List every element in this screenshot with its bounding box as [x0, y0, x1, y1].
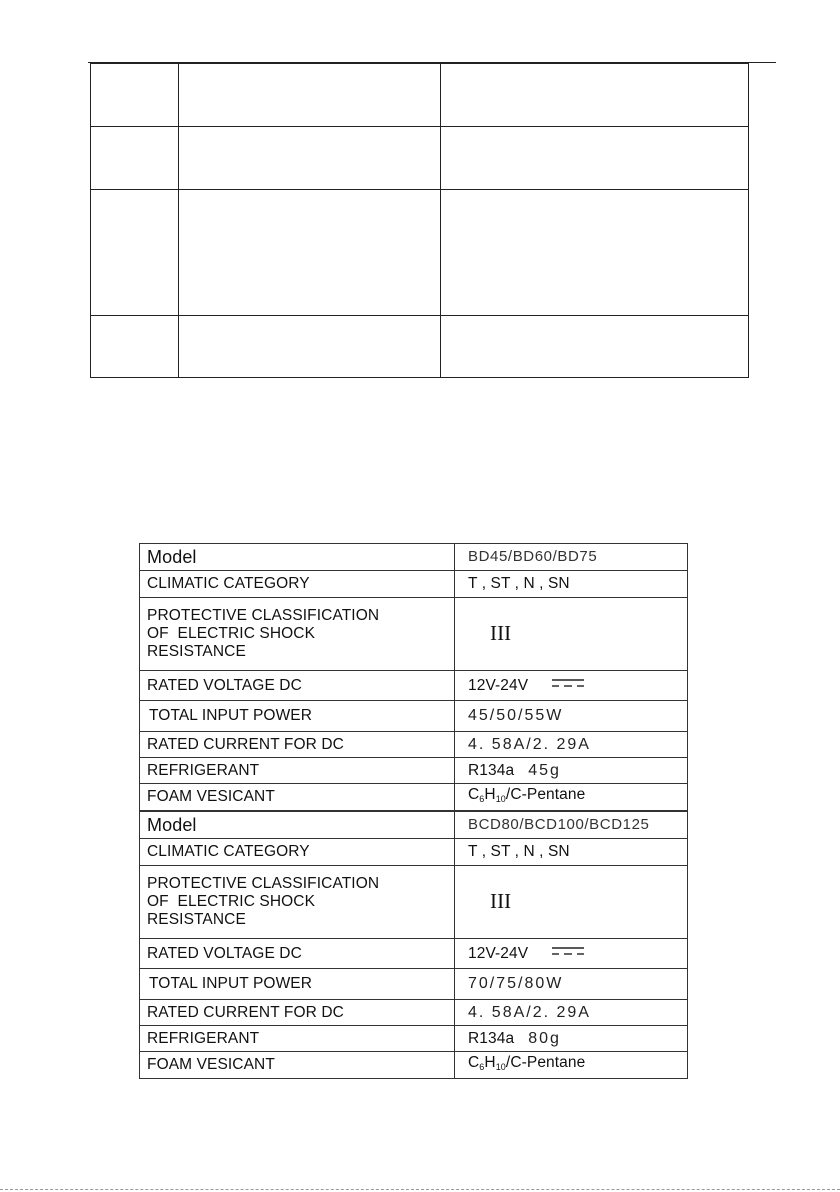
grid-cell	[91, 190, 179, 316]
protective-label-line: OF ELECTRIC SHOCK	[147, 625, 316, 642]
protective-label	[140, 598, 455, 671]
direct-current-icon	[552, 679, 584, 688]
foam-formula-c: C	[468, 785, 480, 803]
climatic-value: T , ST , N , SN	[455, 839, 688, 866]
protective-value: III	[490, 620, 512, 645]
foam-formula-c: C	[468, 1054, 480, 1071]
foam-formula-h: H	[484, 785, 496, 803]
voltage-row	[140, 671, 688, 701]
foam-formula-h: H	[484, 1054, 496, 1071]
foam-formula-h-sub: 10	[495, 1062, 506, 1072]
protective-value-cell	[455, 598, 688, 671]
foam-formula-c-sub: 6	[479, 793, 485, 804]
voltage-row	[140, 939, 688, 969]
grid-cell	[441, 316, 749, 378]
current-value: 4. 58A/2. 29A	[468, 735, 591, 753]
refrigerant-amount: 45g	[528, 761, 561, 779]
foam-label: FOAM VESICANT	[140, 784, 455, 811]
grid-cell	[91, 64, 179, 127]
foam-formula-c-sub: 6	[479, 1062, 485, 1072]
foam-value-cell	[455, 784, 688, 811]
refrigerant-amount: 80g	[528, 1029, 561, 1047]
grid-cell	[179, 316, 441, 378]
grid-cell	[179, 127, 441, 190]
protective-value-cell	[455, 866, 688, 939]
specification-table	[139, 543, 688, 1079]
empty-grid-table	[90, 63, 749, 378]
foam-formula-h-sub: 10	[495, 793, 506, 804]
foam-formula-rest: /C-Pentane	[505, 1054, 586, 1071]
current-row	[140, 732, 688, 758]
protective-row	[140, 866, 688, 939]
power-value: 45/50/55W	[468, 707, 564, 724]
voltage-label: RATED VOLTAGE DC	[140, 671, 455, 701]
protective-label-line: PROTECTIVE CLASSIFICATION	[147, 607, 380, 624]
model-value: BCD80/BCD100/BCD125	[455, 811, 688, 839]
foam-label: FOAM VESICANT	[140, 1052, 455, 1079]
refrigerant-type: R134a	[468, 761, 515, 779]
protective-row	[140, 598, 688, 671]
voltage-value-cell	[455, 671, 688, 701]
grid-cell	[441, 127, 749, 190]
power-value-cell	[455, 969, 688, 1000]
current-value-cell	[455, 1000, 688, 1026]
foam-value-cell	[455, 1052, 688, 1079]
refrigerant-label: REFRIGERANT	[140, 758, 455, 784]
voltage-label: RATED VOLTAGE DC	[140, 939, 455, 969]
refrigerant-label: REFRIGERANT	[140, 1026, 455, 1052]
grid-cell	[91, 127, 179, 190]
grid-row	[91, 190, 749, 316]
power-label: TOTAL INPUT POWER	[140, 969, 455, 1000]
grid-row	[91, 316, 749, 378]
current-label: RATED CURRENT FOR DC	[140, 732, 455, 758]
climatic-label: CLIMATIC CATEGORY	[140, 839, 455, 866]
protective-label	[140, 866, 455, 939]
refrigerant-type: R134a	[468, 1029, 515, 1047]
power-row	[140, 969, 688, 1000]
grid-cell	[441, 64, 749, 127]
grid-cell	[441, 190, 749, 316]
current-value-cell	[455, 732, 688, 758]
model-row	[140, 544, 688, 571]
current-row	[140, 1000, 688, 1026]
refrigerant-row	[140, 758, 688, 784]
model-row	[140, 811, 688, 839]
protective-label-line: OF ELECTRIC SHOCK	[147, 893, 316, 910]
power-value: 70/75/80W	[468, 975, 564, 992]
climatic-row	[140, 839, 688, 866]
power-row	[140, 701, 688, 732]
model-value: BD45/BD60/BD75	[455, 544, 688, 571]
refrigerant-value-cell	[455, 1026, 688, 1052]
grid-cell	[179, 64, 441, 127]
model-label: Model	[140, 544, 455, 571]
grid-row	[91, 64, 749, 127]
protective-label-line: RESISTANCE	[147, 643, 246, 660]
power-label: TOTAL INPUT POWER	[140, 701, 455, 732]
voltage-value: 12V-24V	[468, 676, 529, 694]
protective-value: III	[490, 888, 512, 913]
current-value: 4. 58A/2. 29A	[468, 1003, 591, 1021]
protective-label-line: RESISTANCE	[147, 911, 246, 928]
grid-cell	[91, 316, 179, 378]
current-label: RATED CURRENT FOR DC	[140, 1000, 455, 1026]
refrigerant-value-cell	[455, 758, 688, 784]
climatic-label: CLIMATIC CATEGORY	[140, 571, 455, 598]
page-bottom-edge	[0, 1189, 840, 1190]
grid-cell	[179, 190, 441, 316]
foam-row	[140, 1052, 688, 1079]
direct-current-icon	[552, 947, 584, 956]
foam-formula-rest: /C-Pentane	[505, 785, 586, 803]
voltage-value-cell	[455, 939, 688, 969]
power-value-cell	[455, 701, 688, 732]
climatic-value: T , ST , N , SN	[455, 571, 688, 598]
climatic-row	[140, 571, 688, 598]
refrigerant-row	[140, 1026, 688, 1052]
model-label: Model	[140, 811, 455, 839]
foam-row	[140, 784, 688, 811]
voltage-value: 12V-24V	[468, 944, 529, 962]
grid-row	[91, 127, 749, 190]
protective-label-line: PROTECTIVE CLASSIFICATION	[147, 875, 380, 892]
